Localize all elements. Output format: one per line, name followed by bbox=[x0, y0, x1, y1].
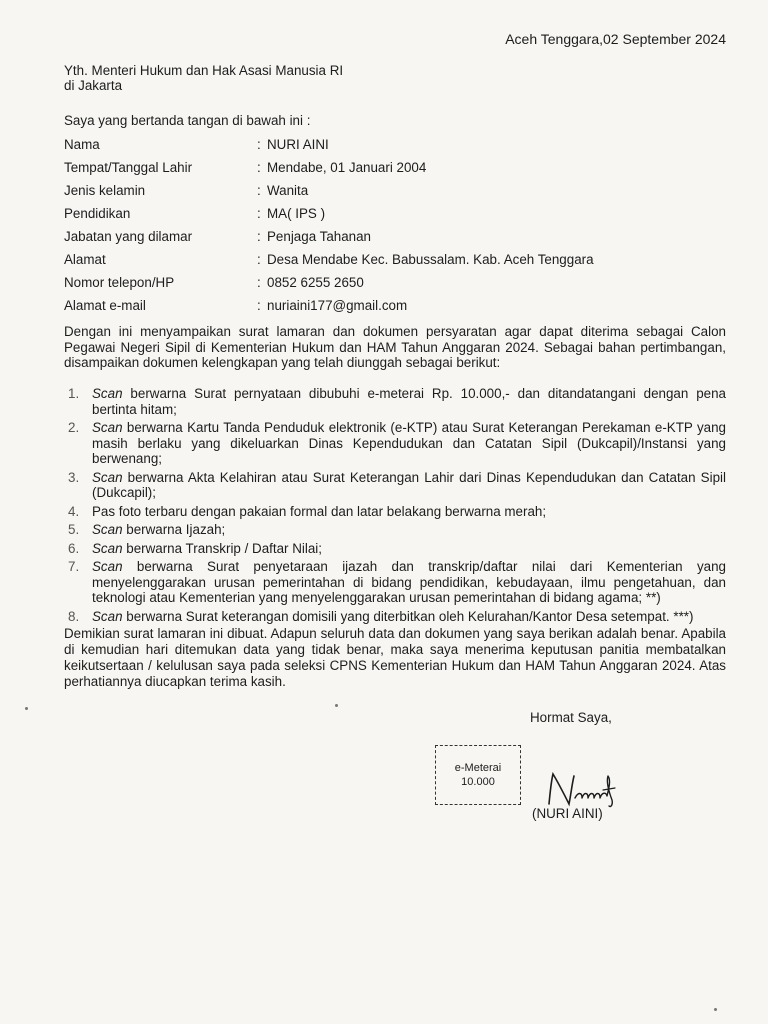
field-label: Pendidikan bbox=[64, 206, 131, 221]
requirements-list bbox=[64, 386, 726, 627]
scan-word: Scan bbox=[92, 420, 123, 435]
item-number: 4. bbox=[68, 503, 80, 519]
application-paragraph: Dengan ini menyampaikan surat lamaran dan dokumen persyaratan agar dapat diterima sebagai Calon Pegawai Negeri Sipil di Kementerian Hukum dan HAM Tahun Anggaran 2024. Sebagai bahan pertimbangan, disampaikan dokumen kelengkapan yang telah diunggah sebagai berikut: bbox=[64, 324, 726, 370]
scan-word: Scan bbox=[92, 469, 123, 485]
field-label: Tempat/Tanggal Lahir bbox=[64, 160, 193, 175]
letter-date: Aceh Tenggara,02 September 2024 bbox=[505, 31, 726, 47]
item-text: berwarna Surat keterangan domisili yang diterbitkan oleh Kelurahan/Kantor Desa setempat. ***) bbox=[122, 608, 694, 624]
item-text: Pas foto terbaru dengan pakaian formal dan latar belakang berwarna merah; bbox=[92, 503, 547, 519]
item-number: 6. bbox=[68, 540, 80, 556]
paper-speck bbox=[714, 1008, 717, 1011]
field-row bbox=[64, 229, 704, 252]
field-colon: : bbox=[257, 298, 261, 313]
field-colon: : bbox=[257, 206, 261, 221]
closing-text: Hormat Saya, bbox=[530, 710, 612, 725]
field-colon: : bbox=[257, 252, 261, 267]
field-value: 0852 6255 2650 bbox=[267, 275, 364, 290]
item-number: 5. bbox=[68, 522, 80, 537]
item-text: berwarna Ijazah; bbox=[122, 522, 226, 537]
field-row bbox=[64, 275, 704, 298]
field-row bbox=[64, 137, 704, 160]
item-number: 8. bbox=[68, 608, 80, 624]
field-colon: : bbox=[257, 160, 261, 175]
field-value: NURI AINI bbox=[267, 137, 329, 152]
item-number: 3. bbox=[68, 469, 80, 485]
scan-word: Scan bbox=[92, 559, 123, 574]
item-text: berwarna Transkrip / Daftar Nilai; bbox=[122, 540, 322, 556]
field-value: Desa Mendabe Kec. Babussalam. Kab. Aceh Tenggara bbox=[267, 252, 594, 267]
handwritten-signature bbox=[545, 768, 623, 810]
field-value: Mendabe, 01 Januari 2004 bbox=[267, 160, 427, 175]
e-meterai-stamp bbox=[435, 745, 521, 805]
item-text: berwarna Kartu Tanda Penduduk elektronik (e-KTP) atau Surat Keterangan Perekaman e-KTP yang masih berlaku yang dikeluarkan Dinas Kependudukan dan Catatan Sipil (Dukcapil)/Instansi yang berwenang; bbox=[92, 420, 726, 466]
item-number: 1. bbox=[68, 386, 80, 401]
scan-word: Scan bbox=[92, 540, 123, 556]
field-label: Nama bbox=[64, 137, 100, 152]
item-text: berwarna Surat penyetaraan ijazah dan transkrip/daftar nilai dari Kementerian yang menyelenggarakan urusan pemerintahan di bidang pendidikan, kebudayaan, ilmu pengetahuan, dan teknologi atau Kementerian yang menyelenggarakan urusan pemerintahan di bidang agama; **) bbox=[92, 559, 726, 605]
meterai-label: e-Meterai bbox=[454, 762, 502, 774]
recipient-line-1: Yth. Menteri Hukum dan Hak Asasi Manusia RI bbox=[64, 63, 344, 78]
paper-speck bbox=[335, 704, 338, 707]
list-item bbox=[64, 559, 726, 606]
field-label: Jenis kelamin bbox=[64, 183, 146, 198]
field-row bbox=[64, 160, 704, 183]
field-value: Wanita bbox=[267, 183, 309, 198]
recipient-line-2: di Jakarta bbox=[64, 78, 123, 93]
list-item bbox=[64, 609, 726, 625]
field-row bbox=[64, 252, 704, 275]
field-value: nuriaini177@gmail.com bbox=[267, 298, 408, 313]
field-label: Alamat e-mail bbox=[64, 298, 146, 313]
field-value: Penjaga Tahanan bbox=[267, 229, 371, 244]
scan-word: Scan bbox=[92, 608, 123, 624]
field-row bbox=[64, 298, 704, 321]
list-item bbox=[64, 504, 726, 520]
signer-name: (NURI AINI) bbox=[532, 806, 603, 821]
paper-speck bbox=[25, 707, 28, 710]
field-colon: : bbox=[257, 183, 261, 198]
list-item bbox=[64, 541, 726, 557]
scan-word: Scan bbox=[92, 386, 123, 401]
field-label: Jabatan yang dilamar bbox=[64, 229, 193, 244]
intro-text: Saya yang bertanda tangan di bawah ini : bbox=[64, 113, 311, 128]
applicant-fields bbox=[64, 137, 704, 321]
item-number: 7. bbox=[68, 559, 80, 574]
field-label: Nomor telepon/HP bbox=[64, 275, 175, 290]
field-colon: : bbox=[257, 275, 261, 290]
list-item bbox=[64, 522, 726, 538]
field-value: MA( IPS ) bbox=[267, 206, 326, 221]
field-colon: : bbox=[257, 229, 261, 244]
recipient-address bbox=[64, 63, 343, 93]
field-row bbox=[64, 183, 704, 206]
scan-word: Scan bbox=[92, 522, 123, 537]
meterai-value: 10.000 bbox=[461, 776, 495, 788]
field-colon: : bbox=[257, 137, 261, 152]
item-number: 2. bbox=[68, 420, 80, 435]
item-text: berwarna Akta Kelahiran atau Surat Keterangan Lahir dari Dinas Kependudukan dan Catatan Sipil (Dukcapil); bbox=[92, 469, 726, 500]
item-text: berwarna Surat pernyataan dibubuhi e-meterai Rp. 10.000,- dan ditandatangani dengan pena bertinta hitam; bbox=[92, 386, 726, 417]
list-item bbox=[64, 420, 726, 467]
field-label: Alamat bbox=[64, 252, 106, 267]
declaration-paragraph: Demikian surat lamaran ini dibuat. Adapun seluruh data dan dokumen yang saya berikan adalah benar. Apabila di kemudian hari ditemukan data yang tidak benar, maka saya menerima keputusan panitia membatalkan keikutsertaan / kelulusan saya pada seleksi CPNS Kementerian Hukum dan HAM Tahun Anggaran 2024. Atas perhatiannya diucapkan terima kasih. bbox=[64, 626, 726, 689]
list-item bbox=[64, 386, 726, 417]
field-row bbox=[64, 206, 704, 229]
list-item bbox=[64, 470, 726, 501]
